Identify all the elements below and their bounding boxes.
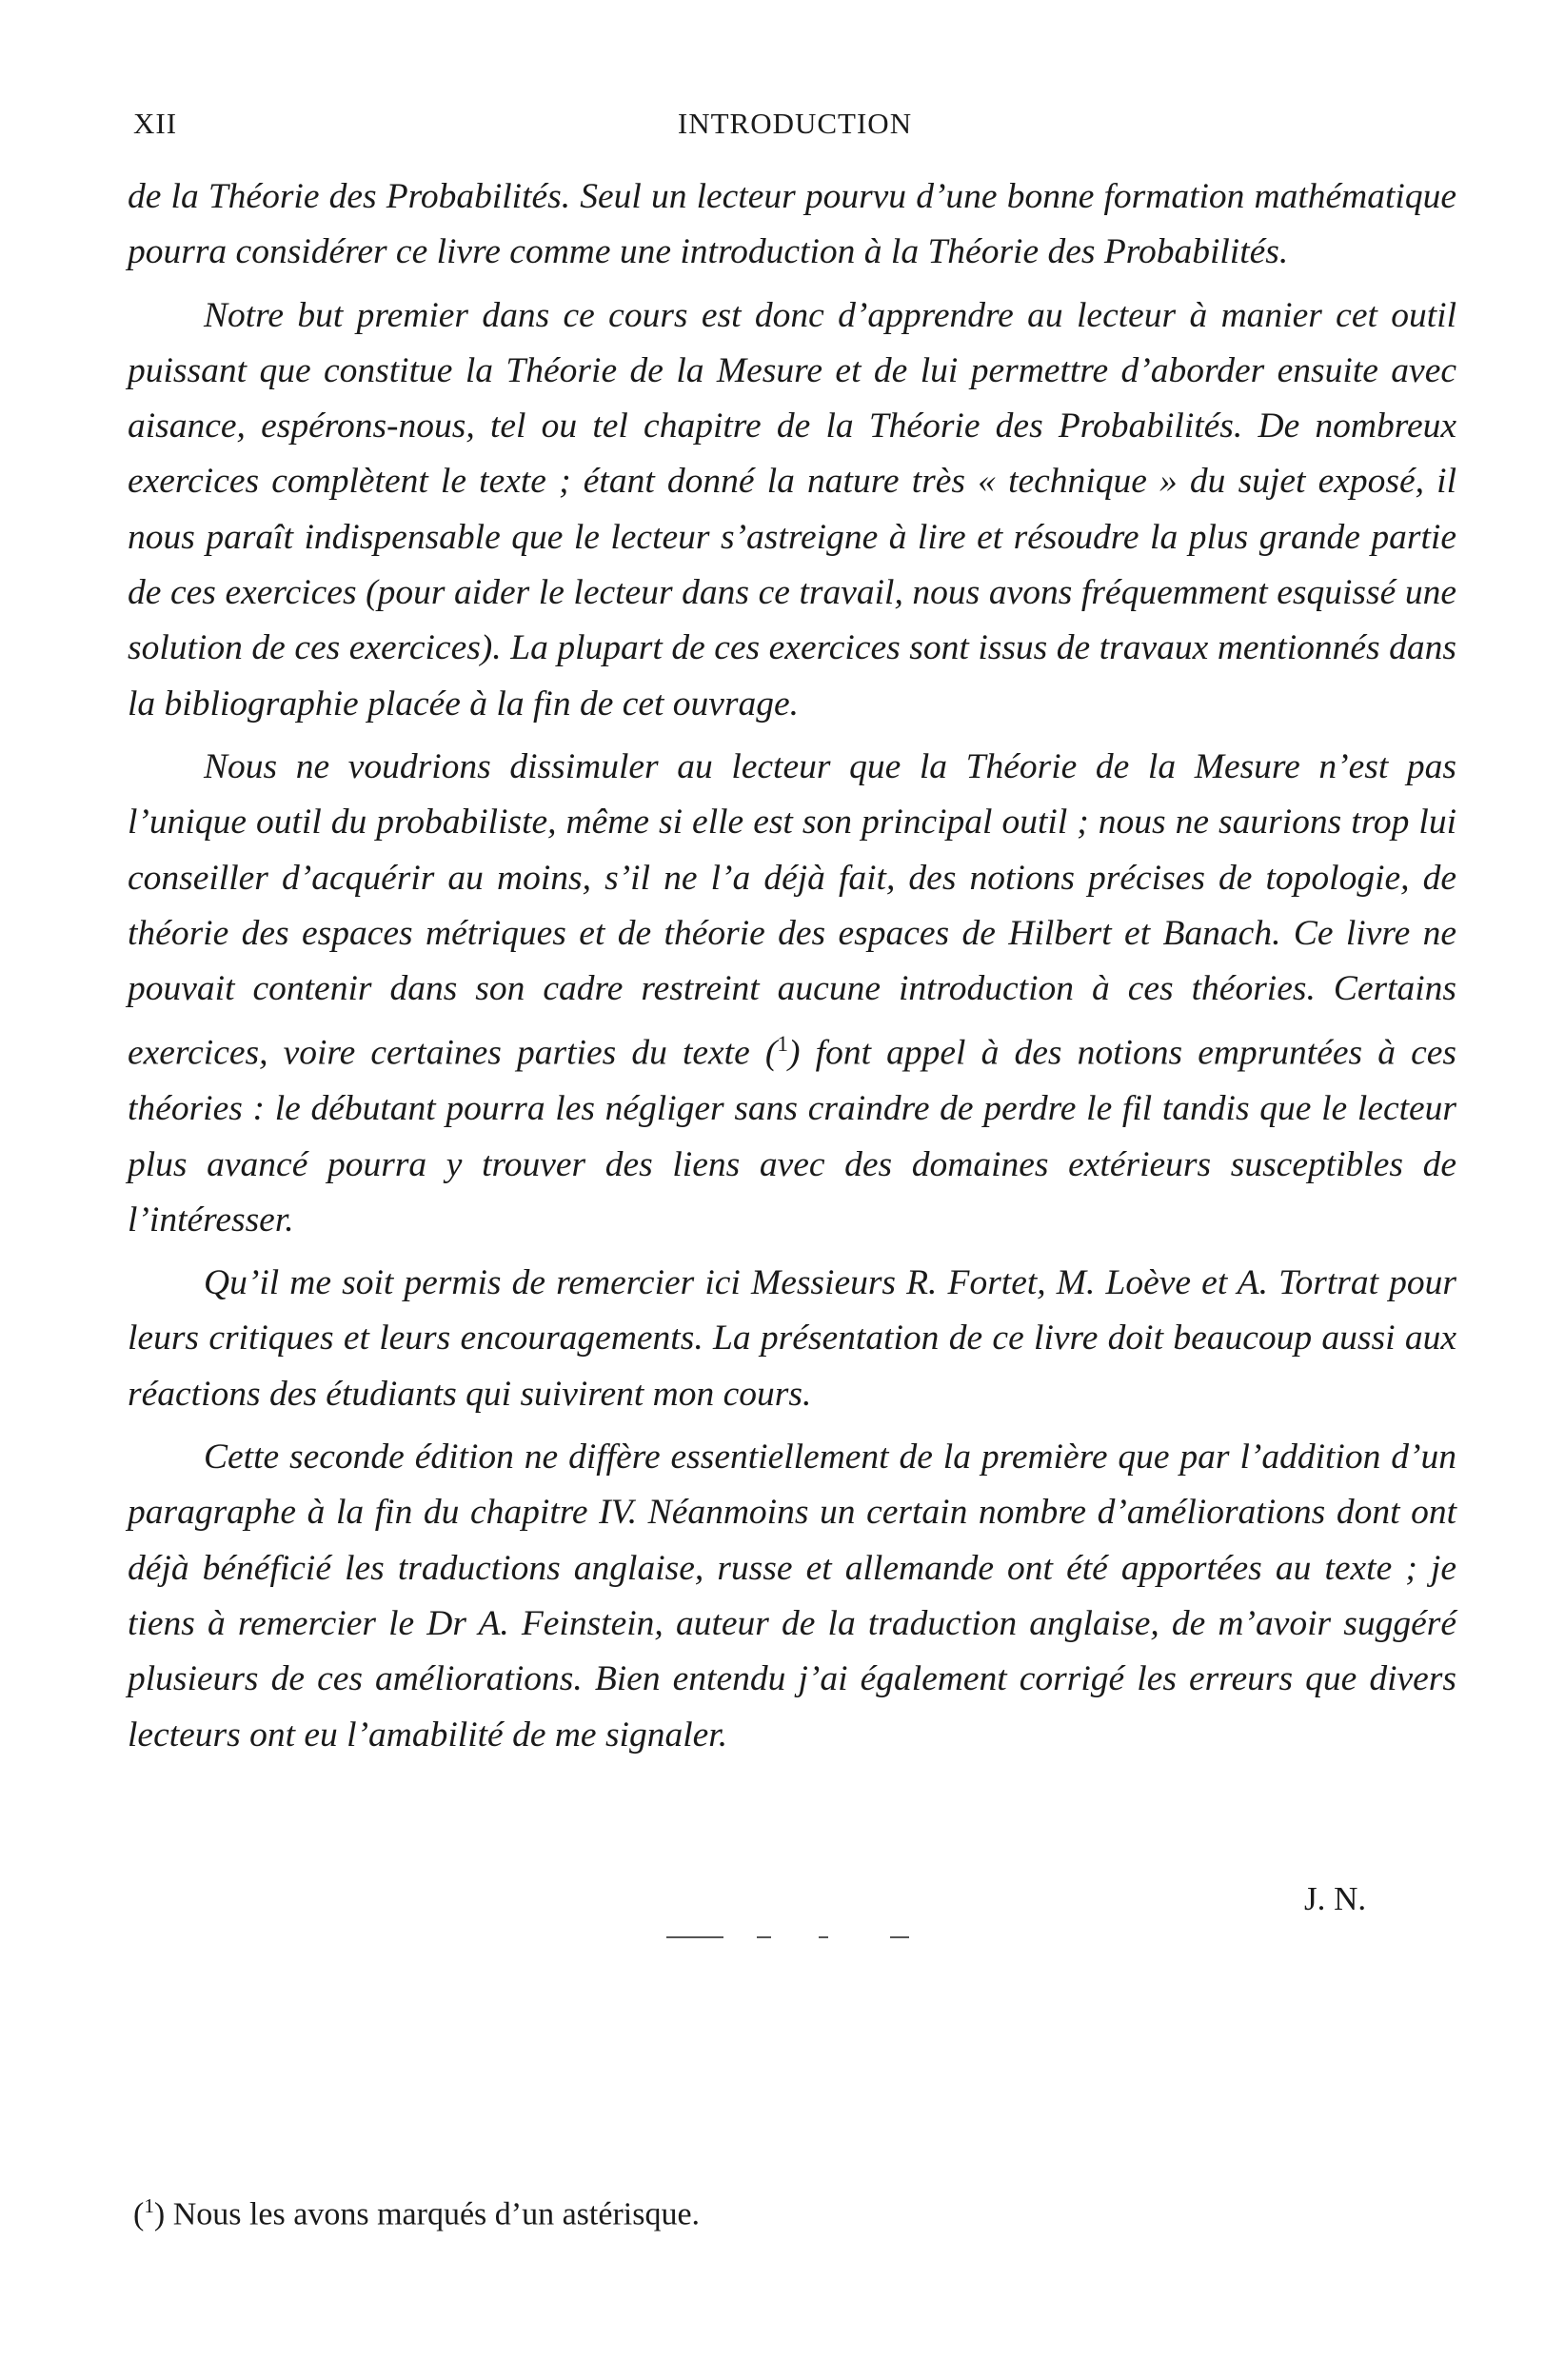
author-signature: J. N. bbox=[1304, 1880, 1367, 1917]
footnote-paren-open: ( bbox=[133, 2196, 145, 2232]
footnote-reference: 1 bbox=[777, 1032, 789, 1058]
footnote-paren-close: ) bbox=[153, 2196, 166, 2232]
paragraph-text-after-ref: ) font appel à des notions empruntées à ces théories : le débutant pourra les négliger sans craindre de perdre le fil tandis que le lecteur plus avancé pourra y trouver des liens avec des domaines extérieurs susceptibles de l’intéresser. bbox=[128, 1033, 1457, 1240]
footnote-marker: 1 bbox=[144, 2194, 154, 2217]
running-head-title: INTRODUCTION bbox=[677, 107, 913, 140]
paragraph-acknowledgements: Qu’il me soit permis de remercier ici Messieurs R. Fortet, M. Loève et A. Tortrat pour leurs critiques et leurs encouragements. La présentation de ce livre doit beaucoup aussi aux réactions des étudiants qui suivirent mon cours. bbox=[128, 1263, 1456, 1414]
paragraph-second-edition: Cette seconde édition ne diffère essentiellement de la première que par l’addition d’un paragraphe à la fin du chapitre IV. Néanmoins un certain nombre d’améliorations dont ont déjà bénéficié les traductions anglaise, russe et allemande ont été apportées au texte ; je tiens à remercier le Dr A. Feinstein, auteur de la traduction anglaise, de m’avoir suggéré plusieurs de ces améliorations. Bien entendu j’ai également corrigé les erreurs que divers lecteurs ont eu l’amabilité de me signaler. bbox=[128, 1438, 1456, 1755]
footnote bbox=[133, 2194, 1371, 2232]
page-number: XII bbox=[133, 107, 178, 140]
body-text bbox=[128, 169, 1456, 1771]
page-header bbox=[133, 107, 1456, 164]
paragraph-continuation: de la Théorie des Probabilités. Seul un lecteur pourvu d’une bonne formation mathématique pourra considérer ce livre comme une introduction à la Théorie des Probabilités. bbox=[128, 177, 1456, 272]
footnote-text: Nous les avons marqués d’un astérisque. bbox=[172, 2196, 701, 2232]
paragraph-measure-theory bbox=[128, 740, 1456, 1248]
paragraph-text-before-ref: Nous ne voudrions dissimuler au lecteur que la Théorie de la Mesure n’est pas l’unique outil du probabiliste, même si elle est son principal outil ; nous ne saurions trop lui conseiller d’acquérir au moins, s’il ne l’a déjà fait, des notions précises de topologie, de théorie des espaces métriques et de théorie des espaces de Hilbert et Banach. Ce livre ne pouvait contenir dans son cadre restreint aucune introduction à ces théories. Certains exercices, voire certaines parties du texte ( bbox=[128, 746, 1456, 1073]
paragraph-course-goal: Notre but premier dans ce cours est donc d’apprendre au lecteur à manier cet outil puissant que constitue la Théorie de la Mesure et de lui permettre d’aborder ensuite avec aisance, espérons-nous, tel ou tel chapitre de la Théorie des Probabilités. De nombreux exercices complètent le texte ; étant donné la nature très « technique » du sujet exposé, il nous paraît indispensable que le lecteur s’astreigne à lire et résoudre la plus grande partie de ces exercices (pour aider le lecteur dans ce travail, nous avons fréquemment esquissé une solution de ces exercices). La plupart de ces exercices sont issus de travaux mentionnés dans la bibliographie placée à la fin de cet ouvrage. bbox=[128, 295, 1456, 724]
separator-dashes bbox=[666, 1933, 914, 1942]
